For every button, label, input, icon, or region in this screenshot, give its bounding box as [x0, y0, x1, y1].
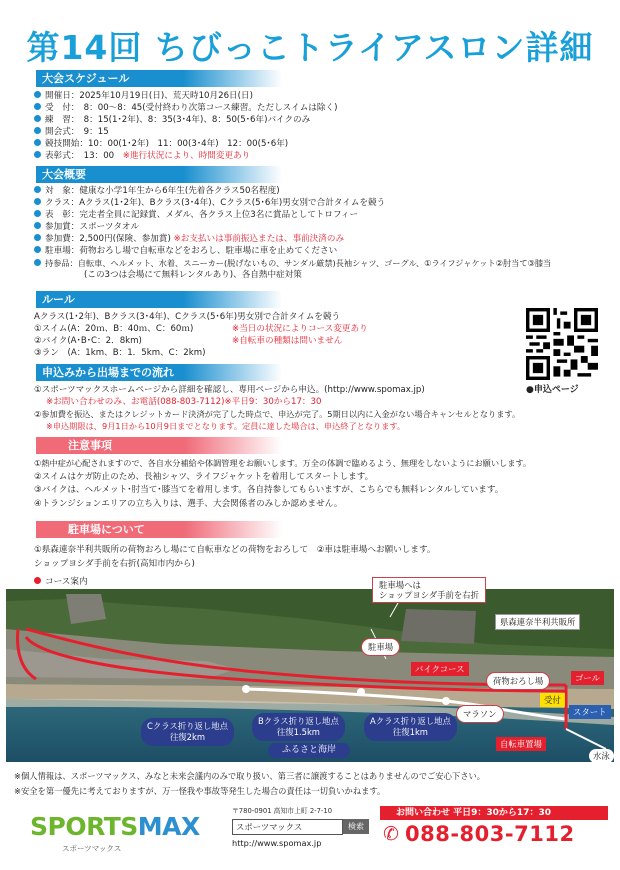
phone-icon: ✆ — [383, 823, 399, 845]
outline-row: 対 象：健康な小学1年生から6年生(先着各クラス50名程度) — [34, 185, 551, 197]
map-reception-label: 受付 — [540, 693, 565, 707]
a-turn-marker — [442, 697, 450, 705]
outline-row: 持参品：自転車、ヘルメット、水着、スニーカー(脱げないもの、サンダル厳禁)長袖シャツ、ゴーグル、①ライフジャケット②肘当て③膝当 — [34, 257, 551, 269]
red-dot-icon — [34, 577, 41, 584]
section-notes-heading: 注意事項 — [36, 437, 282, 454]
search-button[interactable]: 検索 — [343, 819, 369, 834]
map-bike-course-label: バイクコース — [411, 662, 469, 676]
search-box[interactable]: スポーツマックス — [232, 819, 343, 835]
map-start-label: スタート — [569, 705, 611, 719]
parking-list: ①県森連奈半利共販所の荷物おろし場にて自転車などの荷物をおろして ②車は駐車場へお願いします。 ショップヨシダ手前を右折(高知市内から) — [34, 545, 436, 569]
schedule-row: 競技開始：10：00(1･2年) 11：00(3･4年) 12：00(5･6年) — [34, 138, 337, 150]
map-unload-label: 荷物おろし場 — [486, 672, 550, 690]
section-outline-heading: 大会概要 — [36, 166, 282, 183]
apply-list: ①スポーツマックスホームページから詳細を確認し、専用ページから申込。(http://www.spomax.jp) ※お問い合わせのみ、お電話(088-803-7112)※平日9：30から17：30 ②参加費を振込、またはクレジットカード決済が完了した時点で、申込が完了。5期日以内に入金がない場合キャンセルとなります。 ※申込期限は、9月1日から10月9日までとなります。定員に達した場合は、申込終了となります。 — [34, 385, 521, 431]
contact-label: お問い合わせ 平日9：30から17：30 — [380, 806, 608, 820]
outline-row: 参加賞：スポーツタオル — [34, 221, 551, 233]
outline-row: 表 彰：完走者全員に記録賞、メダル、各クラス上位3名に賞品としてトロフィー — [34, 209, 551, 221]
outline-row: 参加費：2,500円(保険、参加賞) ※お支払いは事前振込または、事前決済のみ — [34, 233, 551, 245]
outline-list — [34, 185, 551, 281]
logo-kana: スポーツマックス — [62, 844, 122, 853]
b-turn-marker — [357, 688, 365, 696]
section-apply-heading: 申込みから出場までの流れ — [36, 364, 282, 381]
rules-list: Aクラス(1･2年)、Bクラス(3･4年)、Cクラス(5･6年)男女別で合計タイムを競う ①スイム(A：20ｍ、B：40ｍ、C：60ｍ) ※当日の状況によりコース変更あり ②バイク(A･B･C：2．8km) ※自転車の種類は問いません ③ラン (A：1km、B：1．5km、C：2km) — [34, 312, 368, 358]
schedule-row: 開会式： 9：15 — [34, 126, 337, 138]
map-swim-label: 水泳 — [589, 749, 614, 763]
schedule-list — [34, 90, 337, 162]
schedule-row: 開催日：2025年10月19日(日)、荒天時10月26日(日) — [34, 90, 337, 102]
address: 〒780-0901 高知市上町 2-7-10 — [232, 807, 333, 815]
qr-code-icon[interactable] — [526, 308, 598, 380]
section-schedule-heading: 大会スケジュール — [36, 70, 282, 87]
schedule-row: 表彰式： 13：00 ※進行状況により、時間変更あり — [34, 150, 337, 162]
qr-label: ●申込ページ — [526, 385, 579, 395]
map-parking-label: 駐車場 — [361, 638, 400, 656]
outline-row: 駐車場：荷物おろし場で自転車などをおろし、駐車場に車を止めてください — [34, 245, 551, 257]
section-rules-heading: ルール — [36, 291, 282, 308]
map-bike-place-label: 自転車置場 — [496, 737, 546, 751]
map-marathon-label: マラソン — [456, 705, 504, 723]
sportsmax-logo: SPORTSMAX — [30, 812, 200, 841]
b-turn-label: Bクラス折り返し地点 往復1.5km — [252, 713, 345, 741]
outline-row: (この3つは会場にて無料レンタルあり)、各自熱中症対策 — [84, 270, 302, 280]
schedule-row: 受 付： 8：00～8：45(受付終わり次第コース練習。ただしスイムは除く) — [34, 102, 337, 114]
phone-number[interactable]: 088-803-7112 — [405, 822, 575, 846]
map-beach-label: ふるさと海岸 — [268, 743, 350, 758]
schedule-row: 練 習： 8：15(1･2年)、8：35(3･4年)、8：50(5･6年)バイクのみ — [34, 114, 337, 126]
map-legend: コース案内 — [34, 575, 88, 587]
privacy-note: ※個人情報は、スポーツマックス、みなと未来会議内のみで取り扱い、第三者に譲渡することはありませんのでご安心下さい。 — [14, 771, 486, 781]
page-title: 第14回 ちびっこトライアスロン詳細 — [26, 28, 594, 67]
c-turn-label: Cクラス折り返し地点 往復2km — [141, 718, 234, 746]
website-url[interactable]: http://www.spomax.jp — [232, 838, 322, 848]
map-goal-label: ゴール — [571, 671, 604, 685]
outline-row: クラス：Aクラス(1･2年)、Bクラス(3･4年)、Cクラス(5･6年)男女別で合計タイムを競う — [34, 197, 551, 209]
notes-list: ①熱中症が心配されますので、各自水分補給や体調管理をお願いします。万全の体調で臨めるよう、無理をしないようにお願いします。 ②スイムはケガ防止のため、長袖シャツ、ライフジャケットを着用してスタートします。 ③バイクは、ヘルメット･肘当て･膝当てを着用します。各自持参してもらいますが、こちらでも無料レンタルしています。 ④トランジションエリアの立ち入りは、選手、大会関係者のみしか認めません。 — [34, 458, 532, 509]
map-callout-parking-route: 駐車場へは ショップヨシダ手前を右折 — [372, 577, 486, 603]
a-turn-label: Aクラス折り返し地点 往復1km — [364, 713, 457, 741]
c-turn-marker — [242, 685, 250, 693]
safety-note: ※安全を第一優先に考えておりますが、万一怪我や事故等発生した場合の責任は一切負いかねます。 — [14, 786, 386, 796]
map-place-label: 県森連奈半利共販所 — [495, 614, 580, 630]
section-parking-heading: 駐車場について — [36, 521, 282, 538]
